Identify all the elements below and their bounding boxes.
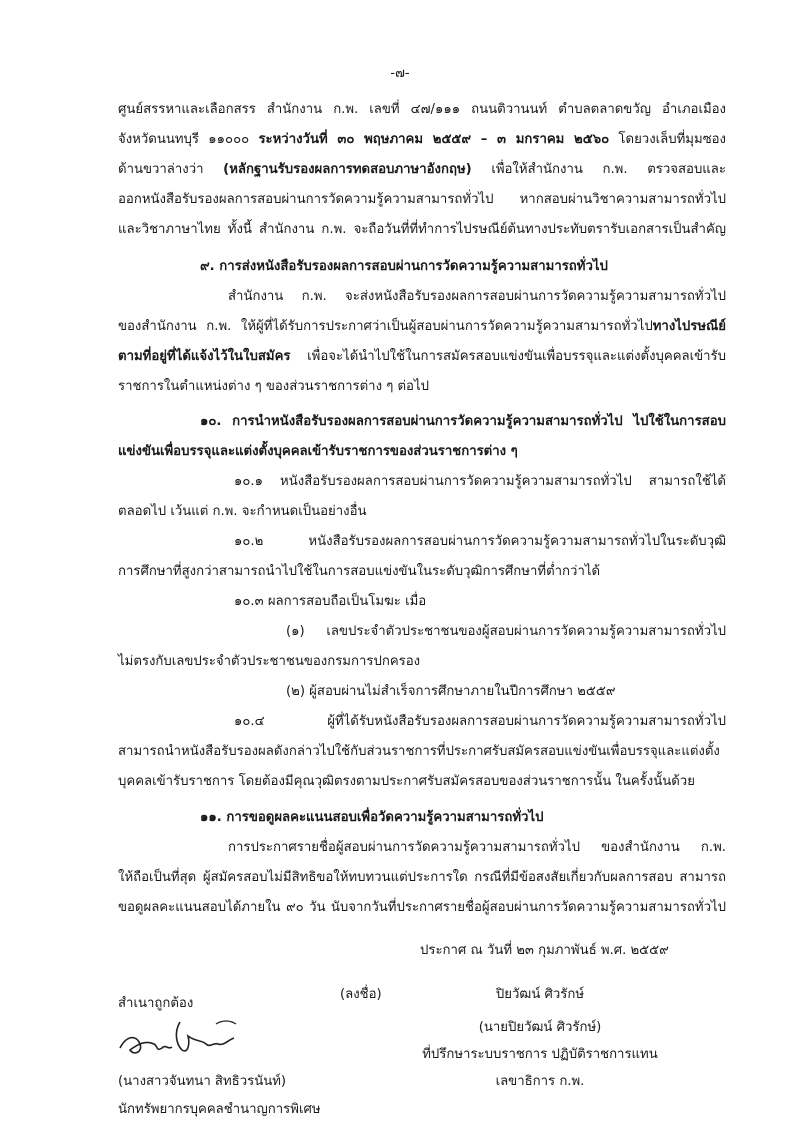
section-9-heading: ๙. การส่งหนังสือรับรองผลการสอบผ่านการวัดความรู้ความสามารถทั่วไป bbox=[200, 259, 608, 274]
item-10-1-line-1: ๑๐.๑ หนังสือรับรองผลการสอบผ่านการวัดความรู้ความสามารถทั่วไป สามารถใช้ได้ bbox=[234, 474, 726, 489]
item-10-1-line-2: ตลอดไป เว้นแต่ ก.พ. จะกำหนดเป็นอย่างอื่น bbox=[118, 504, 367, 519]
section-9-by-post: ทางไปรษณีย์ bbox=[652, 319, 726, 334]
intro-line-4: ออกหนังสือรับรองผลการสอบผ่านการวัดความรู้ความสามารถทั่วไป หากสอบผ่านวิชาความสามารถทั่วไป bbox=[118, 192, 726, 207]
section-9-line-4: ราชการในตำแหน่งต่าง ๆ ของส่วนราชการต่าง ๆ ต่อไป bbox=[118, 379, 429, 394]
section-11-line-3: ขอดูผลคะแนนสอบได้ภายใน ๙๐ วัน นับจากวันที่ประกาศรายชื่อผู้สอบผ่านการวัดความรู้ความสามารถทั่วไป bbox=[118, 900, 726, 915]
item-10-4-line-3: บุคคลเข้ารับราชการ โดยต้องมีคุณวุฒิตรงตามประกาศรับสมัครสอบของส่วนราชการนั้น ในครั้งนั้นด้วย bbox=[118, 774, 695, 789]
intro-line-3-c: เพื่อให้สำนักงาน ก.พ. ตรวจสอบและ bbox=[471, 162, 726, 177]
section-10-heading-1: ๑๐. การนำหนังสือรับรองผลการสอบผ่านการวัดความรู้ความสามารถทั่วไป ไปใช้ในการสอบ bbox=[200, 414, 726, 429]
item-10-3-line-1: ๑๐.๓ ผลการสอบถือเป็นโมฆะ เมื่อ bbox=[234, 594, 427, 609]
section-9-address-note: ตามที่อยู่ที่ได้แจ้งไว้ในใบสมัคร bbox=[118, 349, 291, 364]
section-11-line-1: การประกาศรายชื่อผู้สอบผ่านการวัดความรู้ความสามารถทั่วไป ของสำนักงาน ก.พ. bbox=[228, 840, 726, 855]
item-10-2-line-1: ๑๐.๒ หนังสือรับรองผลการสอบผ่านการวัดความรู้ความสามารถทั่วไปในระดับวุฒิ bbox=[234, 534, 726, 549]
section-9-line-3 bbox=[118, 347, 726, 367]
intro-line-5: และวิชาภาษาไทย ทั้งนี้ สำนักงาน ก.พ. จะถือวันที่ที่ทำการไปรษณีย์ต้นทางประทับตรารับเอกสารเป็นสำคัญ bbox=[118, 222, 726, 237]
certified-copy-label: สำเนาถูกต้อง bbox=[118, 996, 194, 1011]
intro-date-range: ระหว่างวันที่ ๓๐ พฤษภาคม ๒๕๕๙ – ๓ มกราคม ๒๕๖๐ bbox=[258, 132, 610, 147]
signer-position-2: เลขาธิการ ก.พ. bbox=[495, 1074, 585, 1089]
intro-envelope-note: (หลักฐานรับรองผลการทดสอบภาษาอังกฤษ) bbox=[223, 162, 472, 177]
signer-signature-name: ปิยวัฒน์ ศิวรักษ์ bbox=[495, 987, 585, 1002]
section-9-line-3-b: เพื่อจะได้นำไปใช้ในการสมัครสอบแข่งขันเพื่อบรรจุและแต่งตั้งบุคคลเข้ารับ bbox=[290, 349, 726, 364]
intro-line-2-a: จังหวัดนนทบุรี ๑๑๐๐๐ bbox=[118, 132, 259, 147]
signed-label: (ลงชื่อ) bbox=[340, 987, 382, 1002]
section-11-heading: ๑๑. การขอดูผลคะแนนสอบเพื่อวัดความรู้ความสามารถทั่วไป bbox=[200, 810, 544, 825]
announcement-date: ประกาศ ณ วันที่ ๒๓ กุมภาพันธ์ พ.ศ. ๒๕๕๙ bbox=[420, 943, 669, 958]
signer-full-name: (นายปิยวัฒน์ ศิวรักษ์) bbox=[478, 1020, 602, 1035]
section-9-line-2-a: ของสำนักงาน ก.พ. ให้ผู้ที่ได้รับการประกาศว่าเป็นผู้สอบผ่านการวัดความรู้ความสามารถทั่วไป bbox=[118, 319, 653, 334]
intro-line-3 bbox=[118, 160, 726, 180]
signer-position-1: ที่ปรึกษาระบบราชการ ปฏิบัติราชการแทน bbox=[422, 1047, 658, 1062]
item-10-3-sub-1-line-2: ไม่ตรงกับเลขประจำตัวประชาชนของกรมการปกครอง bbox=[118, 654, 421, 669]
item-10-4-line-1: ๑๐.๔ ผู้ที่ได้รับหนังสือรับรองผลการสอบผ่านการวัดความรู้ความสามารถทั่วไป bbox=[234, 714, 726, 729]
handwritten-signature bbox=[116, 1014, 246, 1062]
intro-line-1: ศูนย์สรรหาและเลือกสรร สำนักงาน ก.พ. เลขที่ ๔๗/๑๑๑ ถนนติวานนท์ ตำบลตลาดขวัญ อำเภอเมือง bbox=[118, 102, 726, 117]
section-10-heading-2: แข่งขันเพื่อบรรจุและแต่งตั้งบุคคลเข้ารับราชการของส่วนราชการต่าง ๆ bbox=[118, 444, 518, 459]
certifier-position: นักทรัพยากรบุคคลชำนาญการพิเศษ bbox=[118, 1102, 321, 1117]
section-9-line-1: สำนักงาน ก.พ. จะส่งหนังสือรับรองผลการสอบผ่านการวัดความรู้ความสามารถทั่วไป bbox=[228, 289, 726, 304]
intro-line-2 bbox=[118, 130, 726, 150]
item-10-4-line-2: สามารถนำหนังสือรับรองผลดังกล่าวไปใช้กับส่วนราชการที่ประกาศรับสมัครสอบแข่งขันเพื่อบรรจุและแต่งตั้ง bbox=[118, 744, 720, 759]
item-10-3-sub-1-line-1: (๑) เลขประจำตัวประชาชนของผู้สอบผ่านการวัดความรู้ความสามารถทั่วไป bbox=[286, 624, 726, 639]
page-number: -๗- bbox=[390, 66, 410, 81]
section-9-line-2 bbox=[118, 317, 726, 337]
intro-line-2-c: โดยวงเล็บที่มุมซอง bbox=[609, 132, 726, 147]
certifier-name: (นางสาวจันทนา สิทธิวรนันท์) bbox=[118, 1074, 287, 1089]
intro-line-3-a: ด้านขวาล่างว่า bbox=[118, 162, 224, 177]
item-10-3-sub-2: (๒) ผู้สอบผ่านไม่สำเร็จการศึกษาภายในปีการศึกษา ๒๕๕๙ bbox=[286, 684, 616, 699]
section-11-line-2: ให้ถือเป็นที่สุด ผู้สมัครสอบไม่มีสิทธิขอให้ทบทวนแต่ประการใด กรณีที่มีข้อสงสัยเกี่ยวกับผลการสอบ สามารถ bbox=[118, 870, 726, 885]
item-10-2-line-2: การศึกษาที่สูงกว่าสามารถนำไปใช้ในการสอบแข่งขันในระดับวุฒิการศึกษาที่ต่ำกว่าได้ bbox=[118, 564, 601, 579]
